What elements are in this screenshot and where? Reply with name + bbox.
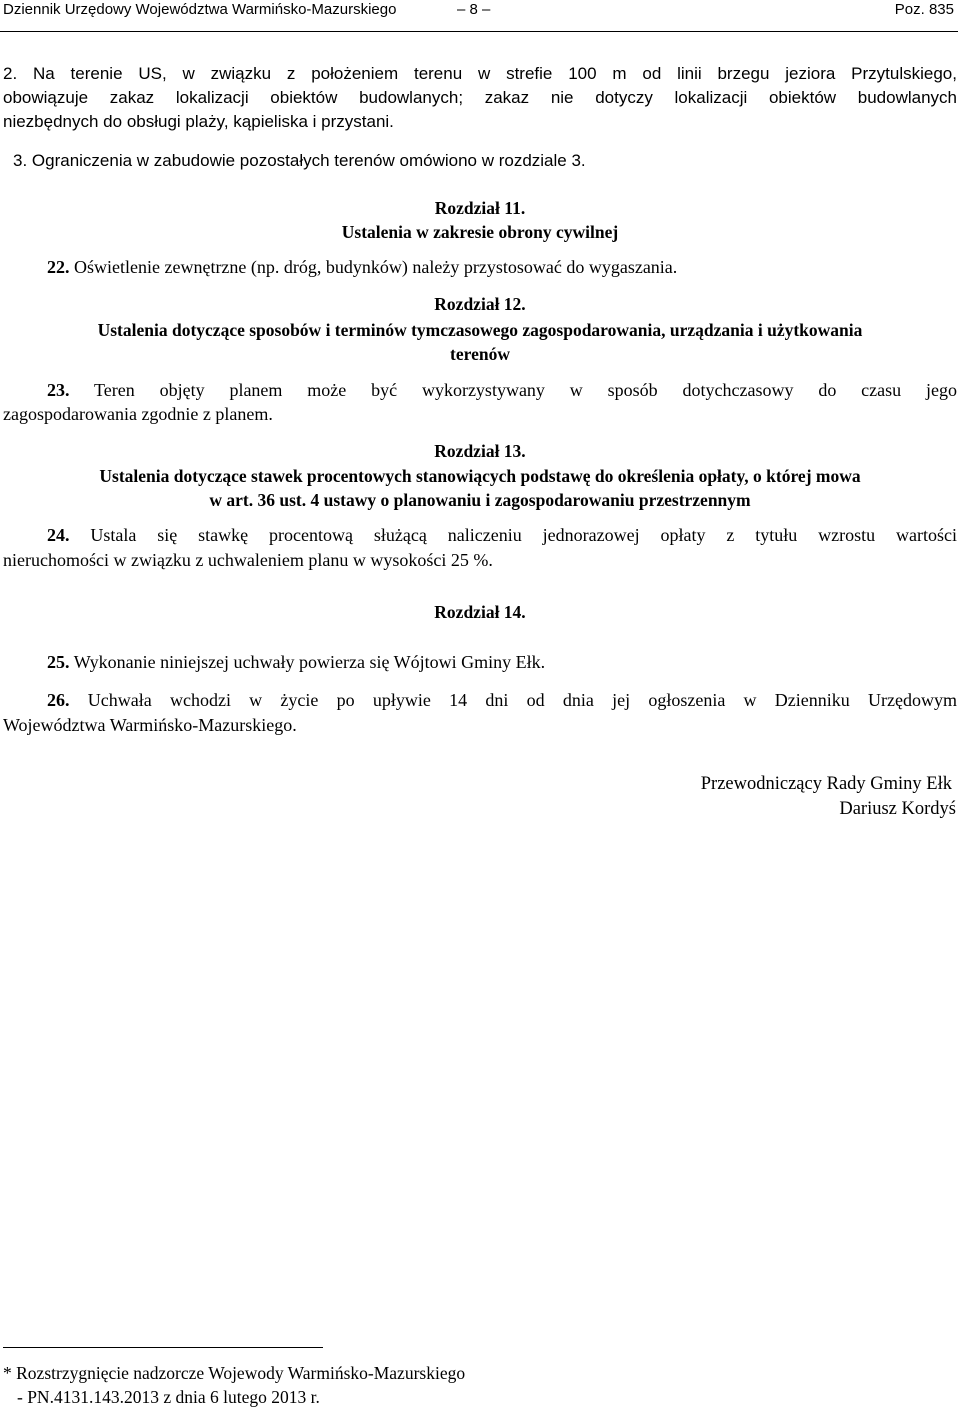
section-26-line-2: Województwa Warmińsko-Mazurskiego.	[3, 715, 297, 735]
page-number: – 8 –	[457, 1, 491, 18]
footnote-line-1: * Rozstrzygnięcie nadzorcze Wojewody Warmińsko-Mazurskiego	[3, 1363, 466, 1383]
journal-title: Dziennik Urzędowy Województwa Warmińsko-Mazurskiego	[3, 1, 397, 18]
section-24-line-2: nieruchomości w związku z uchwaleniem planu w wysokości 25 %.	[3, 550, 493, 570]
signature-role: Przewodniczący Rady Gminy Ełk	[700, 774, 952, 794]
section-22-text: Oświetlenie zewnętrzne (np. dróg, budynków) należy przystosować do wygaszania.	[74, 257, 678, 277]
section-25-number: 25.	[47, 652, 70, 672]
chapter-12-title-line-2: terenów	[450, 344, 510, 364]
section-24-line-1	[47, 523, 957, 548]
paragraph-2-line-1: 2. Na terenie US, w związku z położeniem terenu w strefie 100 m od linii brzegu jeziora Przytulskiego,	[3, 64, 957, 83]
chapter-12-title-line-1: Ustalenia dotyczące sposobów i terminów tymczasowego zagospodarowania, urządzania i użytkowania	[97, 320, 863, 340]
section-26-line-1	[47, 688, 957, 713]
chapter-13-title-line-1: Ustalenia dotyczące stawek procentowych stanowiących podstawę do określenia opłaty, o której mowa	[99, 466, 861, 486]
paragraph-2-line-3: niezbędnych do obsługi plaży, kąpieliska i przystani.	[3, 112, 394, 131]
chapter-11-title: Ustalenia w zakresie obrony cywilnej	[341, 222, 619, 242]
section-22	[47, 255, 677, 280]
paragraph-2-line-2: obowiązuje zakaz lokalizacji obiektów budowlanych; zakaz nie dotyczy lokalizacji obiektów budowlanych	[3, 88, 957, 107]
section-24-text-1: Ustala się stawkę procentową służącą naliczeniu jednorazowej opłaty z tytułu wzrostu wartości	[90, 525, 958, 545]
chapter-11-number: Rozdział 11.	[434, 198, 526, 218]
section-22-number: 22.	[47, 257, 70, 277]
section-23-line-1	[47, 378, 957, 403]
chapter-13-number: Rozdział 13.	[434, 441, 526, 461]
section-24-number: 24.	[47, 525, 70, 545]
section-26-number: 26.	[47, 690, 70, 710]
page-header	[0, 0, 958, 32]
section-25-text: Wykonanie niniejszej uchwały powierza się Wójtowi Gminy Ełk.	[73, 652, 546, 672]
section-23-number: 23.	[47, 380, 70, 400]
section-26-text-1: Uchwała wchodzi w życie po upływie 14 dni od dnia jej ogłoszenia w Dzienniku Urzędowym	[87, 690, 958, 710]
chapter-14-number: Rozdział 14.	[434, 602, 526, 622]
paragraph-3: 3. Ograniczenia w zabudowie pozostałych terenów omówiono w rozdziale 3.	[13, 151, 586, 170]
section-23-line-2: zagospodarowania zgodnie z planem.	[3, 404, 273, 424]
section-25	[47, 650, 545, 675]
position-number: Poz. 835	[894, 1, 954, 18]
chapter-12-number: Rozdział 12.	[434, 294, 526, 314]
section-23-text-1: Teren objęty planem może być wykorzystywany w sposób dotychczasowy do czasu jego	[94, 380, 957, 400]
footnote-line-2: - PN.4131.143.2013 z dnia 6 lutego 2013 r.	[17, 1387, 320, 1407]
signature-name: Dariusz Kordyś	[839, 799, 956, 819]
chapter-13-title-line-2: w art. 36 ust. 4 ustawy o planowaniu i zagospodarowaniu przestrzennym	[209, 490, 751, 510]
footnote-rule	[3, 1347, 323, 1348]
